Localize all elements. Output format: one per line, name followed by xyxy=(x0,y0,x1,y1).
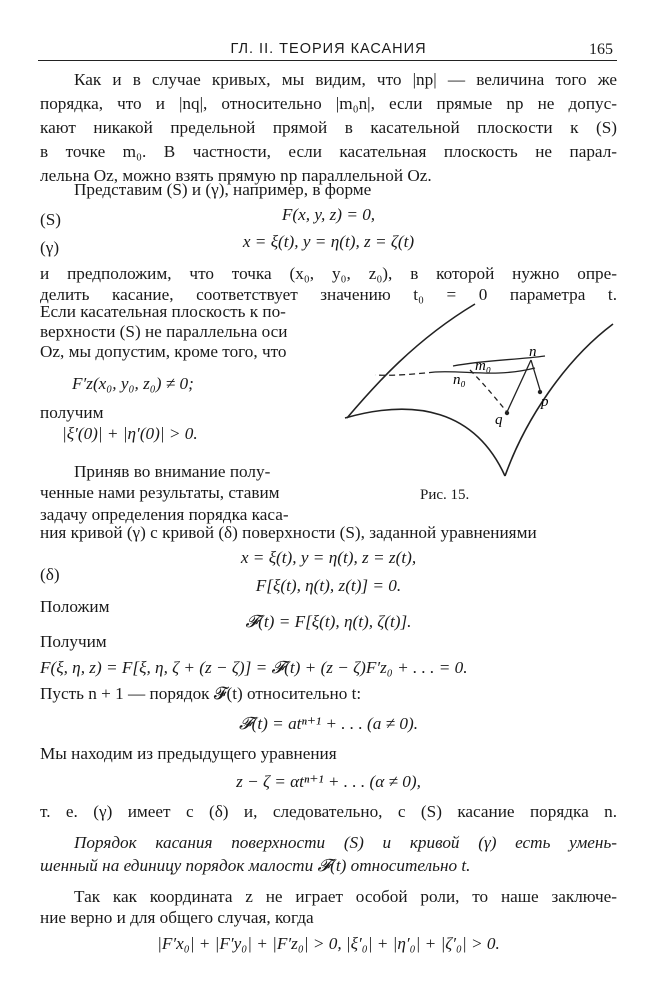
text-line: лельна Oz, можно взять прямую np параллельной Oz. xyxy=(40,166,432,185)
text-line: порядка, что и |nq|, относительно |m₀n|, если прямые np не допус- xyxy=(40,94,617,113)
label-n: n xyxy=(529,344,537,360)
equation: |F′x₀| + |F′y₀| + |F′z₀| > 0, |ξ′₀| + |η′₀| + |ζ′₀| > 0. xyxy=(157,934,500,953)
equation-label: (γ) xyxy=(40,238,60,257)
running-header xyxy=(40,38,617,62)
theorem-line: шенный на единицу порядок малости 𝓕(t) относительно t. xyxy=(40,856,471,875)
curve-gamma-dashed xyxy=(375,372,435,375)
surface-edge-lower xyxy=(345,409,505,476)
text-line: Oz, мы допустим, кроме того, что xyxy=(40,342,287,361)
text-line: верхности (S) не параллельна оси xyxy=(40,322,288,341)
text-line: т. е. (γ) имеет с (δ) и, следовательно, с (S) касание порядка n. xyxy=(40,802,617,821)
point-q xyxy=(505,411,509,415)
text-line: в точке m₀. В частности, если касательная плоскость не парал- xyxy=(40,142,617,161)
text-line: ние верно и для общего случая, когда xyxy=(40,908,314,927)
theorem-line: Порядок касания поверхности (S) и кривой (γ) есть умень- xyxy=(74,833,617,852)
text-line: Мы находим из предыдущего уравнения xyxy=(40,744,337,763)
text-line: Если касательная плоскость к по- xyxy=(40,302,286,321)
label-n0: n₀ xyxy=(453,372,466,388)
equation-label: (δ) xyxy=(40,565,60,584)
page-number: 165 xyxy=(589,41,613,58)
text-line: и предположим, что точка (x₀, y₀, z₀), в которой нужно опре- xyxy=(40,264,617,283)
text-line: Пусть n + 1 — порядок 𝓕(t) относительно t: xyxy=(40,684,362,703)
equation-label: (S) xyxy=(40,210,62,229)
header-rule xyxy=(38,60,617,61)
text-line: Получим xyxy=(40,632,107,651)
equation: x = ξ(t), y = η(t), z = z(t), xyxy=(240,548,417,567)
text-line: Так как координата z не играет особой роли, то наше заключе- xyxy=(74,887,617,906)
equation: 𝓕(t) = F[ξ(t), η(t), ζ(t)]. xyxy=(245,612,412,631)
text-line: делить касание, соответствует значению t₀ = 0 параметра t. xyxy=(40,285,617,304)
equation: F′z(x₀, y₀, z₀) ≠ 0; xyxy=(72,374,194,393)
text-line: ния кривой (γ) с кривой (δ) поверхности (S), заданной уравнениями xyxy=(40,523,537,542)
text-line: получим xyxy=(40,403,104,422)
label-q: q xyxy=(495,412,503,428)
figure-caption: Рис. 15. xyxy=(420,487,470,503)
text-line: Приняв во внимание полу- xyxy=(74,462,271,481)
text-line: задачу определения порядка каса- xyxy=(40,505,289,524)
equation: F(x, y, z) = 0, xyxy=(281,205,376,224)
text-line: кают никакой предельной прямой в касательной плоскости к (S) xyxy=(40,118,617,137)
chapter-title: ГЛ. II. ТЕОРИЯ КАСАНИЯ xyxy=(230,41,427,57)
equation: 𝓕(t) = atⁿ⁺¹ + . . . (a ≠ 0). xyxy=(238,714,419,733)
surface-edge-upper xyxy=(347,304,475,418)
label-m0: m₀ xyxy=(475,358,492,374)
line-nq-dashed xyxy=(470,370,507,412)
equation: z − ζ = αtⁿ⁺¹ + . . . (α ≠ 0), xyxy=(236,772,421,791)
text-line: ченные нами результаты, ставим xyxy=(40,483,280,502)
text-line: Как и в случае кривых, мы видим, что |np| — величина того же xyxy=(74,70,617,89)
equation: x = ξ(t), y = η(t), z = ζ(t) xyxy=(242,232,415,251)
label-p: p xyxy=(541,394,549,410)
figure-15 xyxy=(335,300,620,510)
equation: |ξ′(0)| + |η′(0)| > 0. xyxy=(62,424,198,443)
surface-edge-right xyxy=(505,324,613,476)
equation: F(ξ, η, z) = F[ξ, η, ζ + (z − ζ)] = 𝓕(t) + (z − ζ)F′z₀ + . . . = 0. xyxy=(40,658,468,677)
equation: F[ξ(t), η(t), z(t)] = 0. xyxy=(255,576,402,595)
text-line: Представим (S) и (γ), например, в форме xyxy=(74,180,372,199)
line-np xyxy=(531,360,540,390)
line-nq xyxy=(507,360,531,412)
text-line: Положим xyxy=(40,597,110,616)
